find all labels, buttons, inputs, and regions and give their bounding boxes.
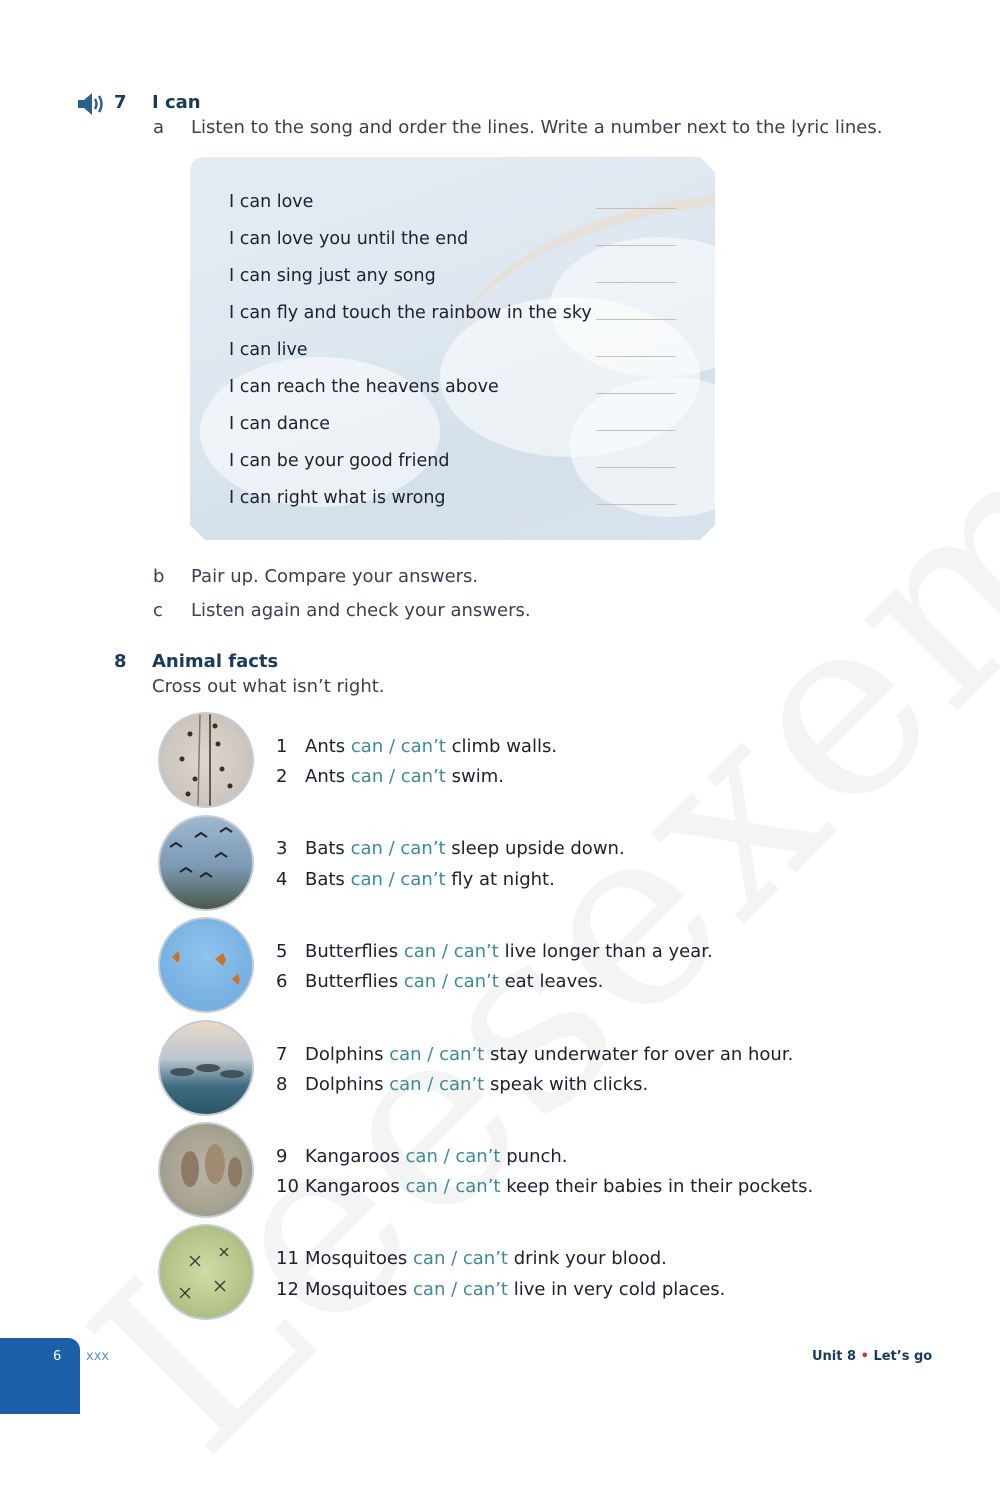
bats-image: [158, 815, 254, 911]
fact-number: 2: [276, 766, 288, 787]
can-cant-choice[interactable]: can / can’t: [413, 1279, 508, 1300]
can-cant-choice[interactable]: can / can’t: [389, 1074, 485, 1095]
answer-line[interactable]: [596, 282, 676, 283]
butterflies-image: [158, 917, 254, 1013]
exercise-7c-letter: c: [153, 600, 163, 621]
fact-rest: stay underwater for over an hour.: [489, 1044, 794, 1065]
fact-rest: speak with clicks.: [489, 1074, 649, 1095]
dolphins-illustration: [160, 1022, 252, 1114]
fact-rest: live longer than a year.: [504, 941, 713, 962]
can-cant-choice[interactable]: can / can’t: [413, 1248, 508, 1269]
fact-subject: Mosquitoes: [305, 1279, 408, 1300]
mosquitoes-illustration: [160, 1226, 252, 1318]
exercise-7c-instruction: Listen again and check your answers.: [191, 600, 531, 621]
fact-sentence: [305, 1248, 667, 1269]
ants-illustration: [160, 714, 252, 806]
unit-number: Unit 8: [812, 1349, 857, 1364]
answer-line[interactable]: [596, 393, 676, 394]
ants-image: [158, 712, 254, 808]
fact-subject: Dolphins: [305, 1074, 384, 1095]
fact-number: 7: [276, 1044, 288, 1065]
lyric-line-text: I can love: [229, 192, 314, 212]
fact-subject: Butterflies: [305, 941, 399, 962]
exercise-7-title: I can: [152, 92, 201, 113]
fact-sentence: [305, 1044, 793, 1065]
fact-rest: swim.: [451, 766, 504, 787]
lyric-line-text: I can right what is wrong: [229, 488, 446, 508]
bats-illustration: [160, 817, 252, 909]
fact-rest: sleep upside down.: [451, 838, 625, 859]
fact-number: 3: [276, 838, 288, 859]
fact-sentence: [305, 1146, 568, 1167]
fact-number: 8: [276, 1074, 288, 1095]
answer-line[interactable]: [596, 208, 676, 209]
fact-rest: climb walls.: [451, 736, 558, 757]
answer-line[interactable]: [596, 504, 676, 505]
fact-subject: Kangaroos: [305, 1176, 400, 1197]
footer-left-text: xxx: [86, 1349, 110, 1364]
butterflies-illustration: [160, 919, 252, 1011]
exercise-8-number: 8: [114, 651, 127, 672]
footer-page-tab: [0, 1338, 80, 1414]
fact-rest: punch.: [506, 1146, 568, 1167]
answer-line[interactable]: [596, 430, 676, 431]
footer-unit-label: [812, 1349, 932, 1364]
fact-sentence: [305, 1176, 813, 1197]
cloud-decoration: [570, 377, 770, 517]
bullet-separator: •: [860, 1349, 869, 1364]
exercise-7a-letter: a: [153, 117, 165, 138]
answer-line[interactable]: [596, 245, 676, 246]
kangaroos-image: [158, 1122, 254, 1218]
fact-subject: Mosquitoes: [305, 1248, 408, 1269]
fact-rest: keep their babies in their pockets.: [506, 1176, 814, 1197]
can-cant-choice[interactable]: can / can’t: [350, 736, 446, 757]
lyric-line-text: I can be your good friend: [229, 451, 450, 471]
fact-number: 4: [276, 869, 288, 890]
fact-sentence: [305, 971, 603, 992]
unit-title: Let’s go: [873, 1349, 933, 1364]
answer-line[interactable]: [596, 356, 676, 357]
fact-sentence: [305, 1279, 725, 1300]
fact-subject: Dolphins: [305, 1044, 384, 1065]
fact-subject: Kangaroos: [305, 1146, 400, 1167]
fact-sentence: [305, 766, 504, 787]
fact-subject: Ants: [305, 766, 346, 787]
fact-rest: live in very cold places.: [513, 1279, 726, 1300]
exercise-8-title: Animal facts: [152, 651, 279, 672]
fact-rest: fly at night.: [451, 869, 555, 890]
exercise-7b-letter: b: [153, 566, 165, 587]
exercise-7a-instruction: Listen to the song and order the lines. Write a number next to the lyric lines.: [191, 117, 883, 138]
fact-number: 9: [276, 1146, 288, 1167]
exercise-7b-instruction: Pair up. Compare your answers.: [191, 566, 479, 587]
page-number: 6: [53, 1349, 62, 1364]
answer-line[interactable]: [596, 467, 676, 468]
fact-subject: Butterflies: [305, 971, 399, 992]
fact-rest: eat leaves.: [504, 971, 604, 992]
mosquitoes-image: [158, 1224, 254, 1320]
fact-number: 6: [276, 971, 288, 992]
lyric-line-text: I can fly and touch the rainbow in the sky: [229, 303, 592, 323]
lyric-line-text: I can sing just any song: [229, 266, 436, 286]
can-cant-choice[interactable]: can / can’t: [405, 1176, 501, 1197]
fact-sentence: [305, 1074, 648, 1095]
fact-sentence: [305, 941, 713, 962]
fact-subject: Ants: [305, 736, 346, 757]
can-cant-choice[interactable]: can / can’t: [350, 766, 446, 787]
audio-speaker-icon[interactable]: [76, 91, 106, 117]
lyric-line-text: I can reach the heavens above: [229, 377, 499, 397]
fact-number: 1: [276, 736, 288, 757]
can-cant-choice[interactable]: can / can’t: [389, 1044, 485, 1065]
can-cant-choice[interactable]: can / can’t: [403, 941, 499, 962]
lyric-line-text: I can live: [229, 340, 308, 360]
fact-number: 5: [276, 941, 288, 962]
fact-subject: Bats: [305, 838, 345, 859]
fact-number: 11: [276, 1248, 299, 1269]
fact-sentence: [305, 869, 555, 890]
kangaroos-illustration: [160, 1124, 252, 1216]
fact-number: 10: [276, 1176, 299, 1197]
lyric-line-text: I can love you until the end: [229, 229, 469, 249]
fact-rest: drink your blood.: [513, 1248, 667, 1269]
can-cant-choice[interactable]: can / can’t: [350, 869, 446, 890]
exercise-8-instruction: Cross out what isn’t right.: [152, 676, 385, 697]
fact-sentence: [305, 838, 625, 859]
exercise-7-number: 7: [114, 92, 127, 113]
fact-subject: Bats: [305, 869, 345, 890]
fact-sentence: [305, 736, 557, 757]
can-cant-choice[interactable]: can / can’t: [350, 838, 446, 859]
can-cant-choice[interactable]: can / can’t: [403, 971, 499, 992]
lyric-line-text: I can dance: [229, 414, 331, 434]
dolphins-image: [158, 1020, 254, 1116]
can-cant-choice[interactable]: can / can’t: [405, 1146, 501, 1167]
answer-line[interactable]: [596, 319, 676, 320]
fact-number: 12: [276, 1279, 299, 1300]
